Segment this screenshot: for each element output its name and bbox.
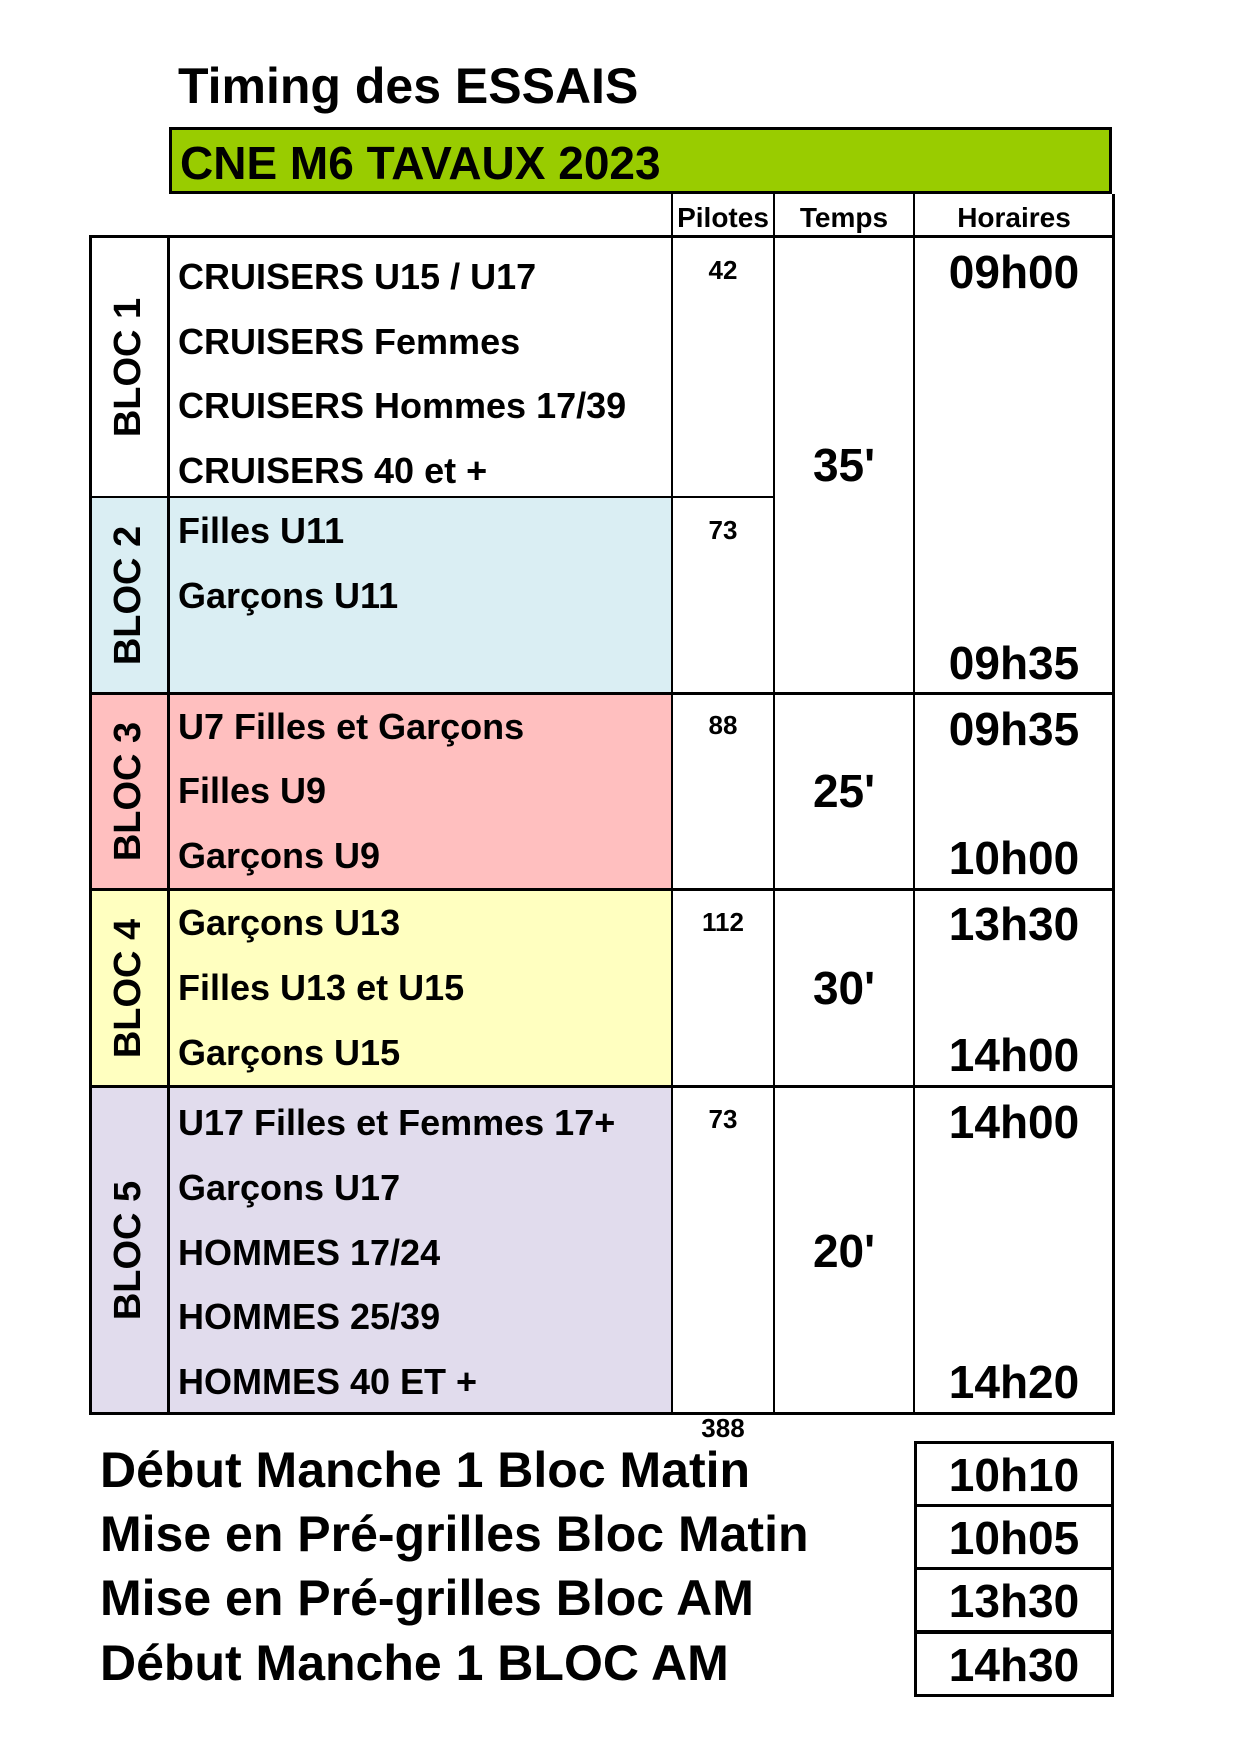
category-item: Garçons U11 — [178, 575, 399, 616]
category-item: CRUISERS U15 / U17 — [178, 256, 537, 297]
category-item: Filles U13 et U15 — [178, 967, 465, 1008]
grid-line — [89, 888, 1115, 891]
temps-value: 35' — [812, 439, 876, 491]
grid-line — [1112, 194, 1115, 1414]
horaire-end: 14h00 — [948, 1029, 1080, 1081]
summary-label: Début Manche 1 BLOC AM — [100, 1635, 729, 1691]
horaire-start: 14h00 — [948, 1096, 1080, 1148]
grid-line — [89, 692, 1115, 695]
category-item: Filles U9 — [178, 770, 327, 811]
bloc-5-label: BLOC 5 — [107, 1180, 150, 1320]
horaire-start: 09h35 — [948, 703, 1080, 755]
temps-value: 30' — [812, 962, 876, 1014]
page-title: Timing des ESSAIS — [178, 58, 639, 114]
header-pilotes: Pilotes — [677, 202, 769, 233]
category-item: CRUISERS Hommes 17/39 — [178, 385, 627, 426]
category-item: Garçons U9 — [178, 835, 381, 876]
event-banner — [169, 127, 1112, 194]
bloc-3-label: BLOC 3 — [107, 721, 150, 862]
event-title: CNE M6 TAVAUX 2023 — [180, 137, 661, 189]
pilotes-total: 388 — [701, 1413, 745, 1443]
bloc-2-label: BLOC 2 — [107, 525, 150, 665]
category-item: HOMMES 25/39 — [178, 1296, 441, 1337]
header-horaires: Horaires — [957, 202, 1071, 233]
category-item: Garçons U17 — [178, 1167, 401, 1208]
grid-line — [671, 194, 673, 1414]
horaire-end: 09h35 — [948, 637, 1080, 689]
grid-line — [89, 1085, 1115, 1088]
temps-value: 25' — [812, 765, 876, 817]
category-item: Garçons U13 — [178, 902, 401, 943]
pilotes-count: 42 — [708, 255, 738, 285]
category-item: HOMMES 40 ET + — [178, 1361, 478, 1402]
category-item: Garçons U15 — [178, 1032, 401, 1073]
pilotes-count: 112 — [702, 907, 744, 937]
grid-line — [89, 235, 1115, 238]
horaire-start: 09h00 — [948, 246, 1080, 298]
summary-label: Mise en Pré-grilles Bloc AM — [100, 1570, 754, 1626]
category-item: HOMMES 17/24 — [178, 1232, 441, 1273]
grid-line — [167, 236, 170, 1414]
category-item: U17 Filles et Femmes 17+ — [178, 1102, 616, 1143]
category-item: Filles U11 — [178, 510, 345, 551]
pilotes-count: 73 — [708, 515, 738, 545]
summary-time: 10h05 — [914, 1504, 1114, 1570]
summary-time: 14h30 — [914, 1631, 1114, 1697]
horaire-end: 14h20 — [948, 1356, 1080, 1408]
category-item: U7 Filles et Garçons — [178, 706, 525, 747]
grid-line — [89, 496, 774, 498]
category-item: CRUISERS Femmes — [178, 321, 521, 362]
category-item: CRUISERS 40 et + — [178, 450, 488, 491]
horaire-end: 10h00 — [948, 832, 1080, 884]
header-temps: Temps — [799, 202, 889, 233]
pilotes-count: 88 — [708, 710, 738, 740]
pilotes-count: 73 — [708, 1104, 738, 1134]
summary-time: 10h10 — [914, 1441, 1114, 1507]
temps-value: 20' — [812, 1225, 876, 1277]
grid-line — [89, 1412, 1115, 1415]
summary-label: Début Manche 1 Bloc Matin — [100, 1442, 751, 1498]
horaire-start: 13h30 — [948, 898, 1080, 950]
summary-label: Mise en Pré-grilles Bloc Matin — [100, 1506, 809, 1562]
summary-time: 13h30 — [914, 1567, 1114, 1633]
bloc-1-label: BLOC 1 — [107, 297, 150, 437]
bloc-4-label: BLOC 4 — [107, 918, 150, 1058]
